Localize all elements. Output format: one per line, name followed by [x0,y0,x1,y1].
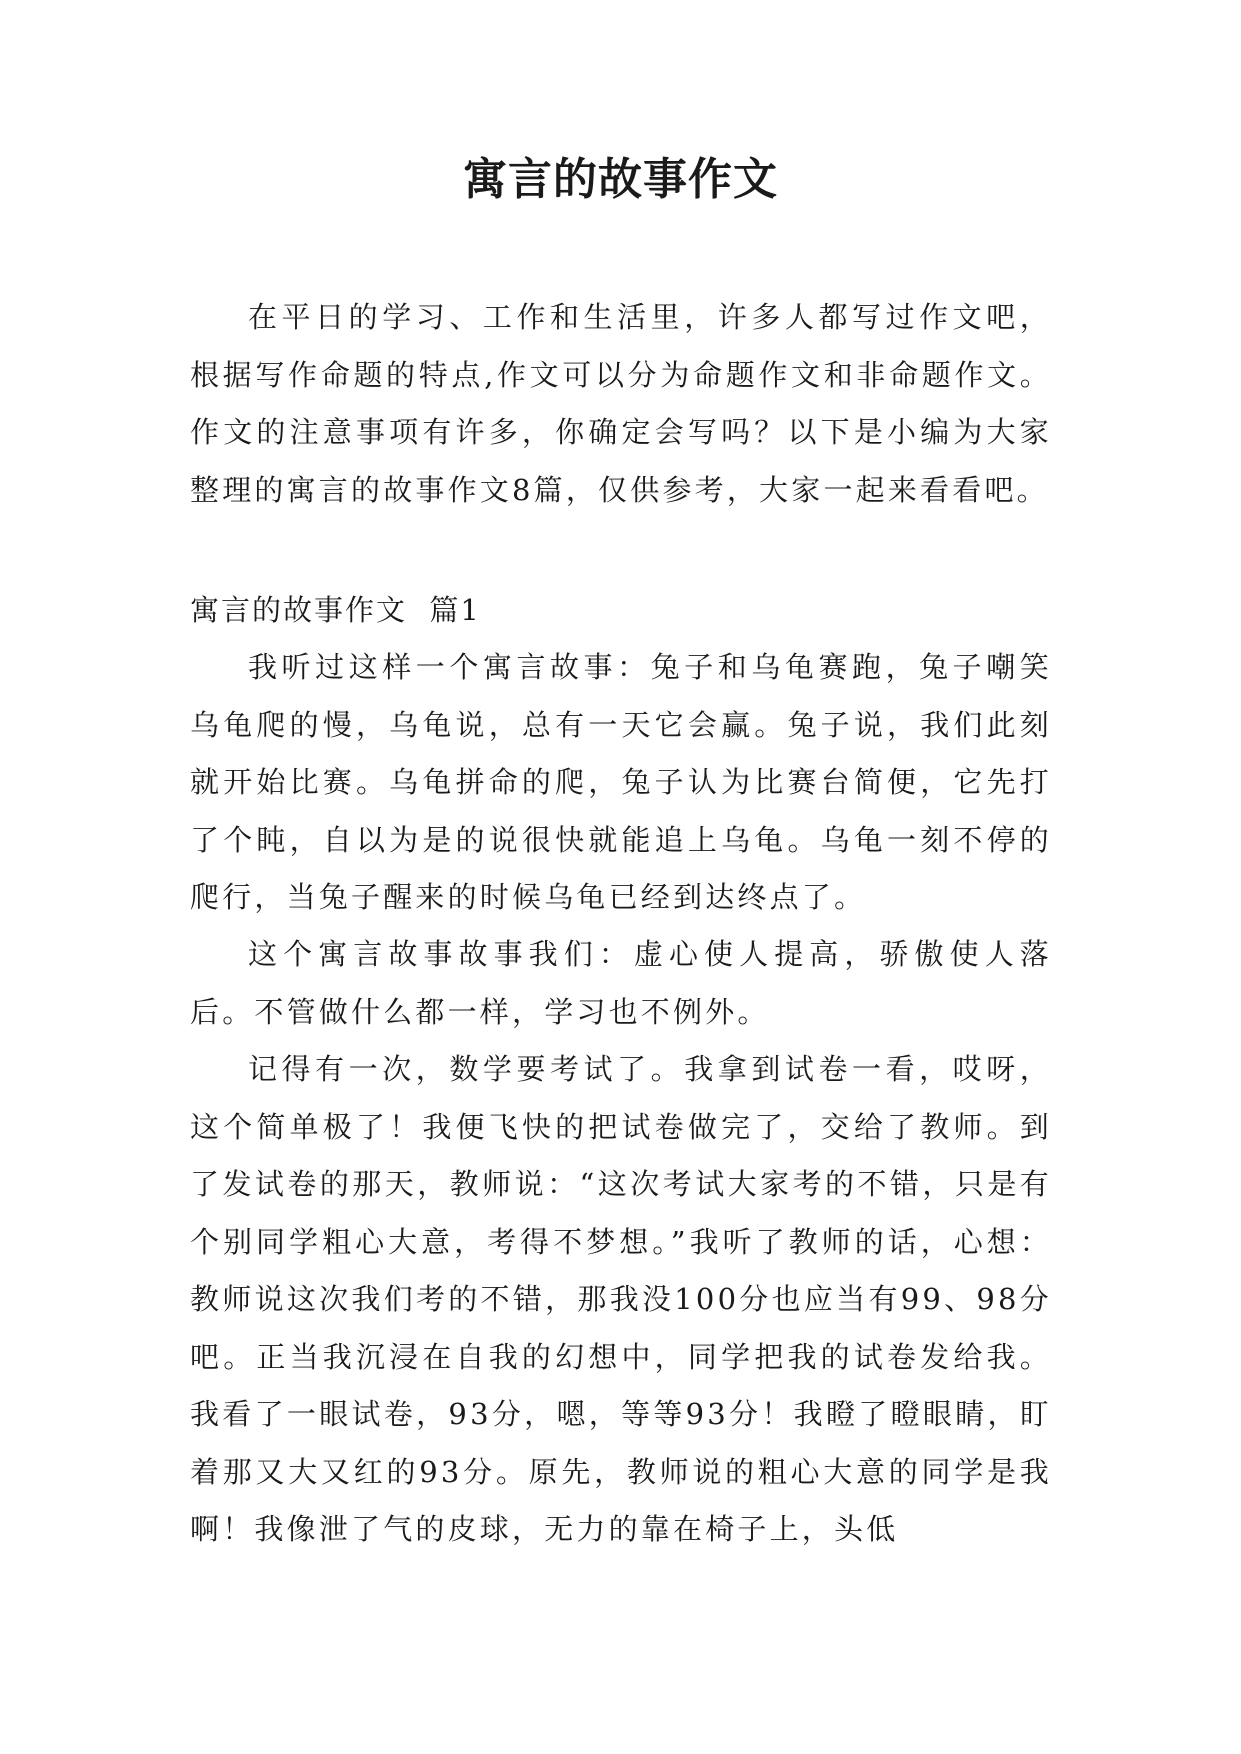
section-heading: 寓言的故事作文 篇1 [190,593,481,627]
intro-paragraph: 在平日的学习、工作和生活里，许多人都写过作文吧，根据写作命题的特点,作文可以分为命题作文和非命题作文。作文的注意事项有许多，你确定会写吗？以下是小编为大家整理的寓言的故事作文8篇，仅供参考，大家一起来看看吧。 [190,300,1052,507]
document-title: 寓言的故事作文 [463,154,778,205]
moral-paragraph: 这个寓言故事故事我们：虚心使人提高，骄傲使人落后。不管做什么都一样，学习也不例外。 [190,937,1052,1029]
exam-paragraph: 记得有一次，数学要考试了。我拿到试卷一看，哎呀，这个简单极了！我便飞快的把试卷做完了，交给了教师。到了发试卷的那天，教师说：“这次考试大家考的不错，只是有个别同学粗心大意，考得不梦想。”我听了教师的话，心想：教师说这次我们考的不错，那我没100分也应当有99、98分吧。正当我沉浸在自我的幻想中，同学把我的试卷发给我。我看了一眼试卷，93分，嗯，等等93分！我瞪了瞪眼睛，盯着那又大又红的93分。原先，教师说的粗心大意的同学是我啊！我像泄了气的皮球，无力的靠在椅子上，头低 [190,1052,1052,1546]
story-paragraph: 我听过这样一个寓言故事：兔子和乌龟赛跑，兔子嘲笑乌龟爬的慢，乌龟说，总有一天它会赢。兔子说，我们此刻就开始比赛。乌龟拼命的爬，兔子认为比赛台简便，它先打了个盹，自以为是的说很快就能追上乌龟。乌龟一刻不停的爬行，当兔子醒来的时候乌龟已经到达终点了。 [190,650,1052,914]
